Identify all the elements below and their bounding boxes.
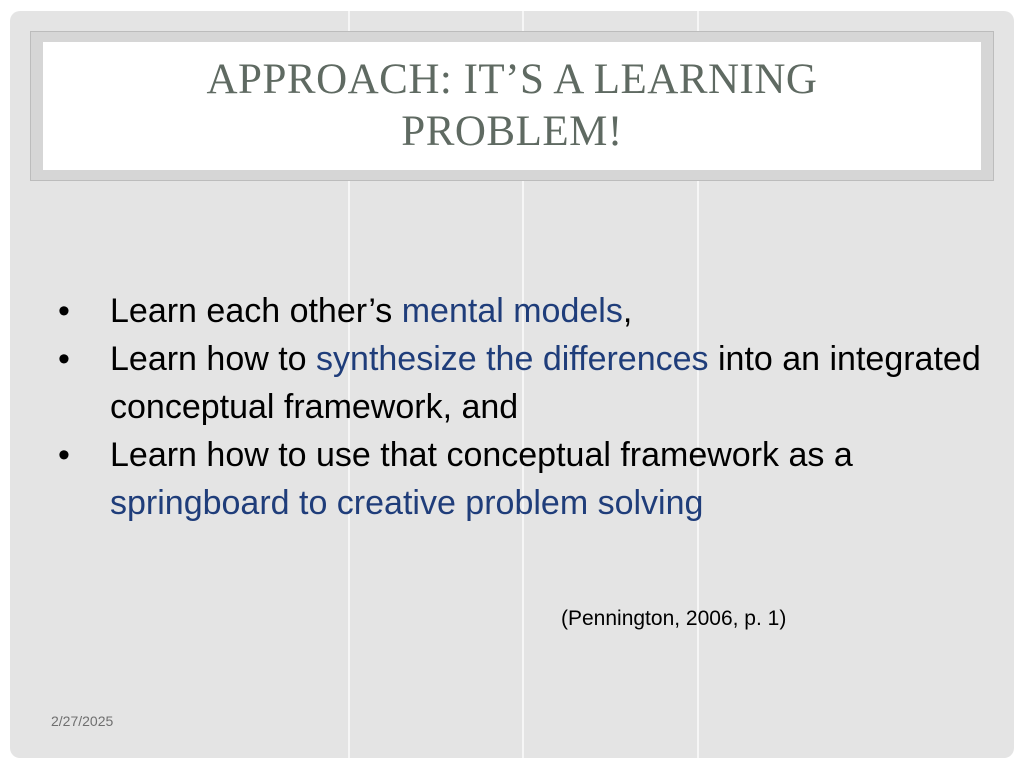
- title-line-2: PROBLEM!: [401, 108, 623, 155]
- bullet-item: [58, 431, 998, 527]
- title-line-1: APPROACH: IT’S A LEARNING: [206, 56, 818, 103]
- highlighted-phrase: mental models: [401, 292, 623, 330]
- title-frame: [30, 31, 994, 181]
- bullet-text: Learn each other’s: [110, 292, 402, 330]
- bullet-marker: •: [58, 292, 70, 330]
- bullet-text: ,: [622, 292, 633, 330]
- slide: [10, 11, 1014, 758]
- highlighted-phrase: synthesize the differences: [316, 340, 709, 378]
- highlighted-phrase: springboard to creative problem solving: [110, 484, 704, 522]
- bullet-text: Learn how to: [110, 340, 317, 378]
- slide-date: 2/27/2025: [51, 713, 114, 729]
- bullet-marker: •: [58, 436, 70, 474]
- bullet-list: [58, 287, 998, 527]
- bullet-text: Learn how to use that conceptual framework as a: [110, 436, 853, 474]
- citation: (Pennington, 2006, p. 1): [561, 607, 787, 630]
- bullet-marker: •: [58, 340, 70, 378]
- bullet-item: [58, 287, 998, 335]
- bullet-item: [58, 335, 998, 431]
- slide-title: [43, 42, 981, 170]
- bullet-text: into an integrated conceptual framework, and: [110, 340, 981, 426]
